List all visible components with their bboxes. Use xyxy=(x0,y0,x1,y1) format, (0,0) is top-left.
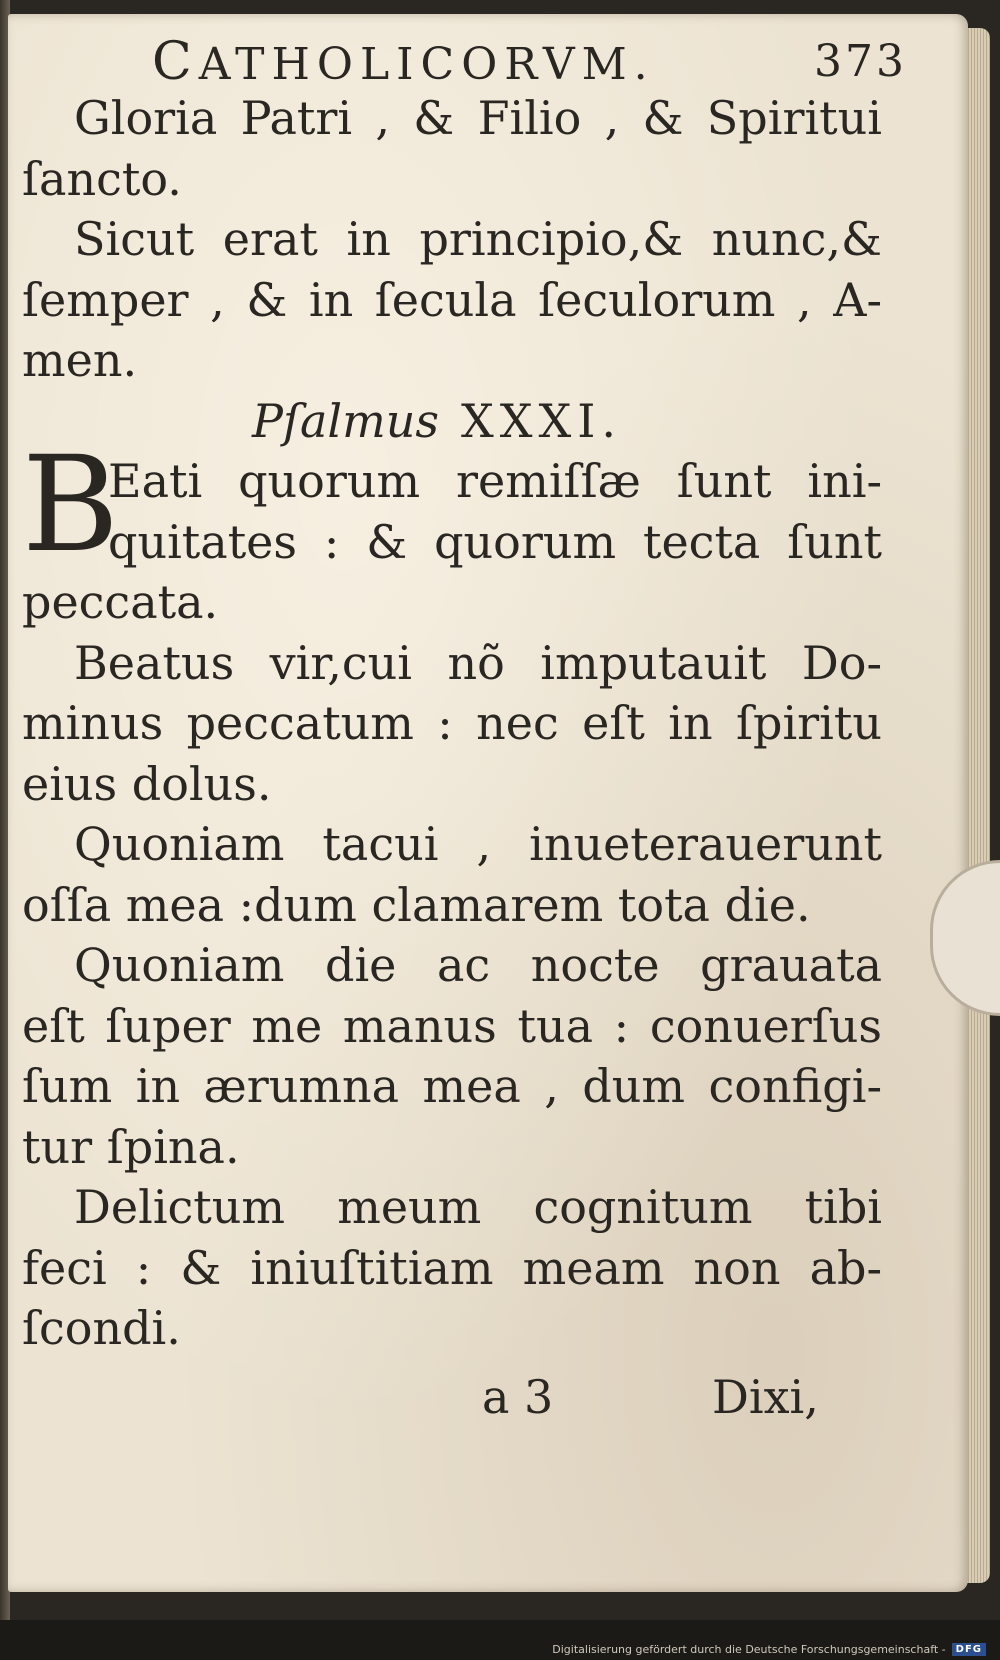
signature-mark: a 3 xyxy=(482,1369,554,1424)
text-line: feci : & iniuſtitiam meam non ab- xyxy=(22,1240,882,1295)
initial-paragraph xyxy=(22,428,882,582)
text-line: ſemper , & in ſecula ſeculorum , A- xyxy=(22,272,882,327)
text-line: Gloria Patri , & Filio , & Spiritui xyxy=(74,91,882,145)
text-line: oſſa mea :dum clamarem tota die. xyxy=(22,877,811,932)
text-line: ſcondi. xyxy=(22,1301,181,1355)
digitization-credit xyxy=(552,1643,986,1656)
text-line: eius dolus. xyxy=(22,756,272,811)
text-line: tur ſpina. xyxy=(22,1119,240,1174)
text-line: quitates : & quorum tecta ſunt xyxy=(108,514,882,569)
credit-text: Digitalisierung gefördert durch die Deutsche Forschungsgemeinschaft - xyxy=(552,1643,946,1656)
psalm-heading xyxy=(22,391,882,452)
text-line: men. xyxy=(22,333,138,387)
text-line: minus peccatum : nec eſt in ſpiritu xyxy=(22,696,882,750)
psalm-number: XXXI. xyxy=(460,393,623,448)
dfg-logo: DFG xyxy=(952,1643,986,1656)
psalm-title: Pſalmus xyxy=(252,393,439,448)
text-line: Sicut erat in principio,& nunc,& xyxy=(74,212,882,266)
text-line: Quoniam die ac nocte grauata xyxy=(74,938,882,992)
text-line: Delictum meum cognitum tibi xyxy=(74,1180,882,1234)
drop-cap: B xyxy=(22,428,120,582)
running-head xyxy=(22,32,907,92)
text-line: peccata. xyxy=(22,575,219,629)
page-footer xyxy=(22,1359,882,1423)
text-line: Quoniam tacui , inueterauerunt xyxy=(74,817,882,871)
page-text xyxy=(22,32,907,1424)
text-line: ſum in ærumna mea , dum configi- xyxy=(22,1059,882,1113)
text-line: eſt ſuper me manus tua : conuerſus xyxy=(22,998,882,1053)
text-line: ſancto. xyxy=(22,151,182,206)
catchword: Dixi, xyxy=(712,1369,819,1424)
text-line: Eati quorum remiſſæ ſunt ini- xyxy=(108,454,882,508)
running-title: CATHOLICORVM. xyxy=(152,32,655,92)
page-number: 373 xyxy=(814,36,907,87)
text-line: Beatus vir,cui nõ imputauit Do- xyxy=(74,635,882,690)
